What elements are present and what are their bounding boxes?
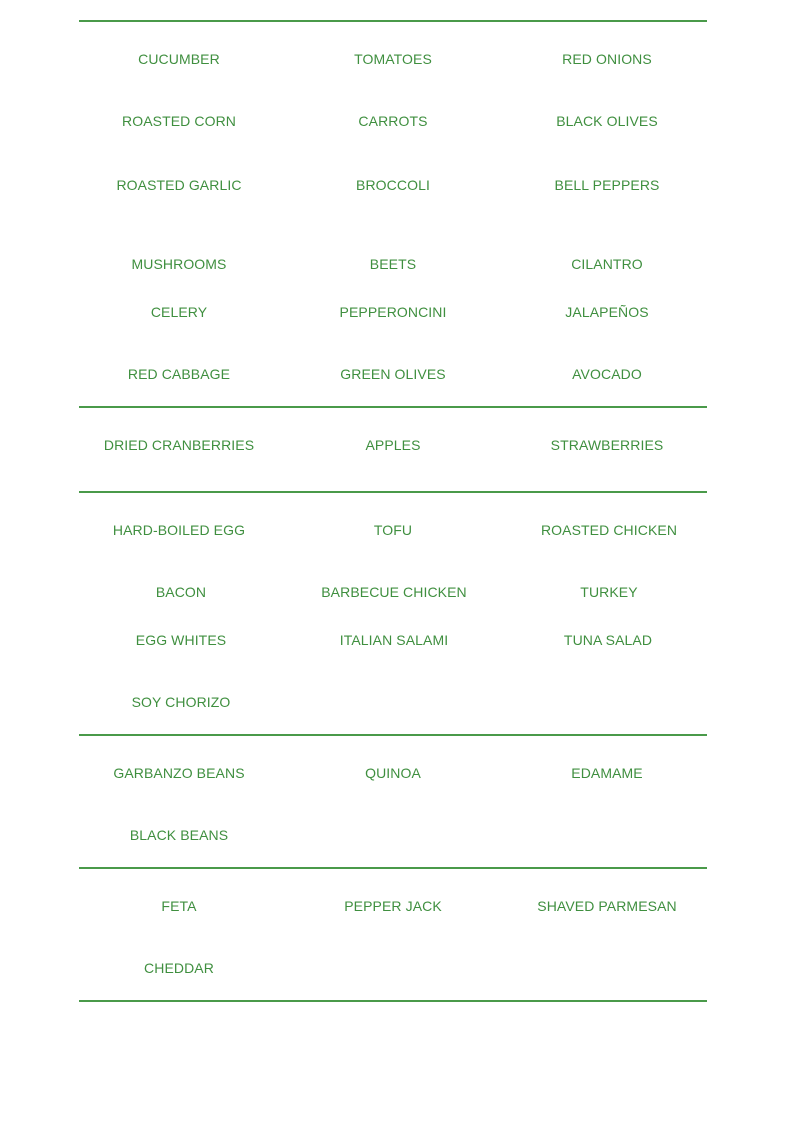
topping-item-cheddar[interactable]: CHEDDAR	[144, 960, 214, 976]
topping-item-avocado[interactable]: AVOCADO	[572, 366, 642, 382]
topping-item-apples[interactable]: APPLES	[365, 437, 421, 453]
topping-item-cucumber[interactable]: CUCUMBER	[138, 51, 220, 67]
section-divider-3	[79, 734, 707, 736]
topping-item-carrots[interactable]: CARROTS	[358, 113, 428, 129]
topping-item-pepper-jack[interactable]: PEPPER JACK	[344, 898, 442, 914]
topping-item-broccoli[interactable]: BROCCOLI	[356, 177, 430, 193]
topping-item-garbanzo-beans[interactable]: GARBANZO BEANS	[113, 765, 245, 781]
topping-item-hard-boiled-egg[interactable]: HARD-BOILED EGG	[112, 522, 246, 538]
topping-item-edamame[interactable]: EDAMAME	[571, 765, 643, 781]
topping-item-quinoa[interactable]: QUINOA	[365, 765, 421, 781]
topping-item-tofu[interactable]: TOFU	[373, 522, 413, 538]
topping-item-beets[interactable]: BEETS	[369, 256, 417, 272]
section-divider-top	[79, 20, 707, 22]
topping-item-black-beans[interactable]: BLACK BEANS	[129, 827, 229, 843]
topping-item-celery[interactable]: CELERY	[150, 304, 208, 320]
topping-item-black-olives[interactable]: BLACK OLIVES	[556, 113, 658, 129]
topping-item-italian-salami[interactable]: ITALIAN SALAMI	[339, 632, 449, 648]
topping-item-green-olives[interactable]: GREEN OLIVES	[340, 366, 446, 382]
topping-item-cilantro[interactable]: CILANTRO	[571, 256, 643, 272]
topping-item-tuna-salad[interactable]: TUNA SALAD	[563, 632, 653, 648]
topping-item-feta[interactable]: FETA	[161, 898, 197, 914]
topping-item-red-cabbage[interactable]: RED CABBAGE	[127, 366, 231, 382]
topping-item-tomatoes[interactable]: TOMATOES	[354, 51, 432, 67]
topping-item-strawberries[interactable]: STRAWBERRIES	[550, 437, 664, 453]
section-divider-1	[79, 406, 707, 408]
topping-item-dried-cranberries[interactable]: DRIED CRANBERRIES	[103, 437, 255, 453]
topping-item-mushrooms[interactable]: MUSHROOMS	[131, 256, 227, 272]
topping-item-roasted-corn[interactable]: ROASTED CORN	[122, 113, 236, 129]
topping-item-egg-whites[interactable]: EGG WHITES	[135, 632, 227, 648]
topping-item-pepperoncini[interactable]: PEPPERONCINI	[339, 304, 447, 320]
topping-item-roasted-chicken[interactable]: ROASTED CHICKEN	[540, 522, 678, 538]
topping-item-barbecue-chicken[interactable]: BARBECUE CHICKEN	[321, 584, 467, 600]
topping-item-red-onions[interactable]: RED ONIONS	[562, 51, 652, 67]
topping-item-roasted-garlic[interactable]: ROASTED GARLIC	[116, 177, 242, 193]
topping-item-turkey[interactable]: TURKEY	[580, 584, 638, 600]
section-divider-bottom	[79, 1000, 707, 1002]
topping-item-bacon[interactable]: BACON	[155, 584, 207, 600]
topping-item-shaved-parmesan[interactable]: SHAVED PARMESAN	[537, 898, 677, 914]
section-divider-4	[79, 867, 707, 869]
topping-item-bell-peppers[interactable]: BELL PEPPERS	[554, 177, 660, 193]
topping-item-soy-chorizo[interactable]: SOY CHORIZO	[131, 694, 231, 710]
topping-item-jalapenos[interactable]: JALAPEÑOS	[565, 304, 649, 320]
section-divider-2	[79, 491, 707, 493]
